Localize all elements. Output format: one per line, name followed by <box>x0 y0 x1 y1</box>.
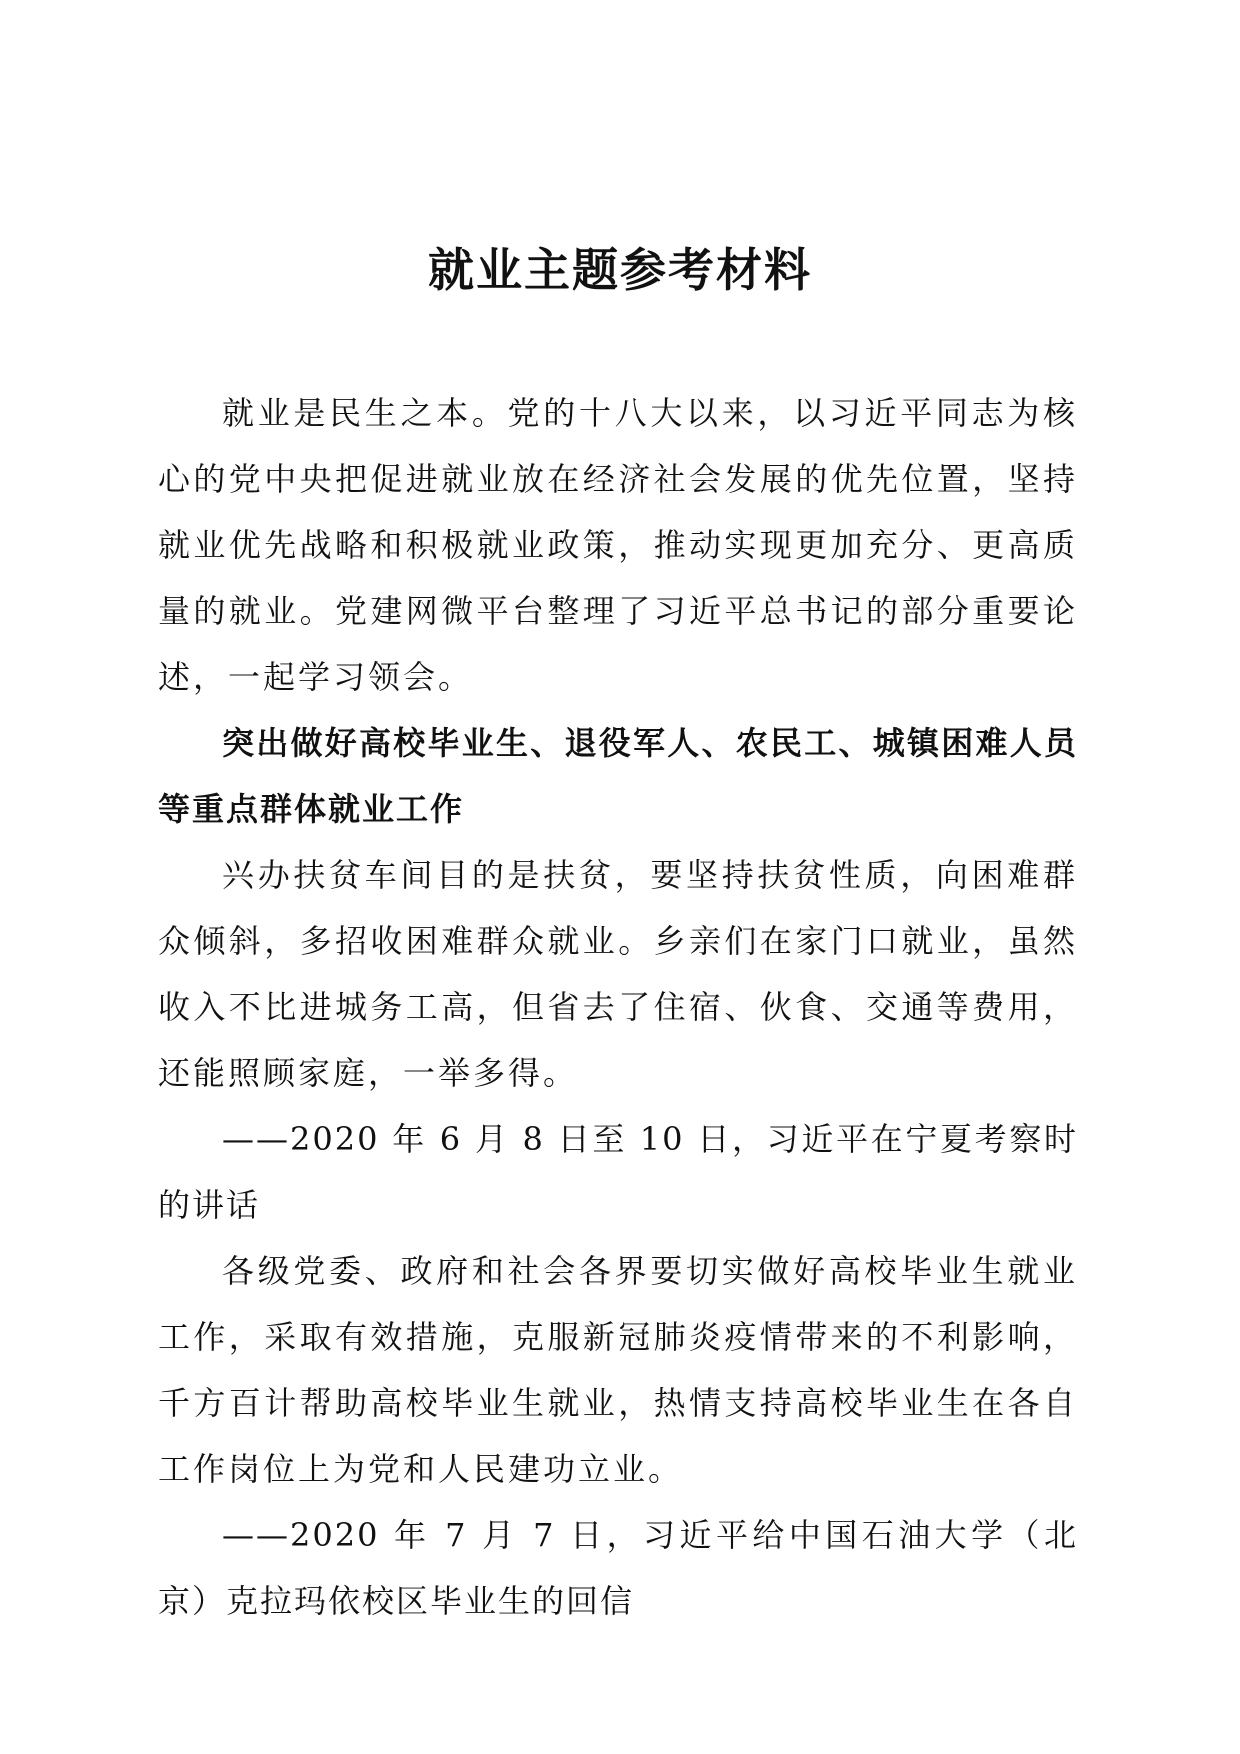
intro-paragraph: 就业是民生之本。党的十八大以来，以习近平同志为核心的党中央把促进就业放在经济社会发展的优先位置，坚持就业优先战略和积极就业政策，推动实现更加充分、更高质量的就业。党建网微平台整理了习近平总书记的部分重要论述，一起学习领会。 <box>158 394 1078 696</box>
document-title: 就业主题参考材料 <box>428 243 812 297</box>
quote-source-1: ——2020 年 6 月 8 日至 10 日，习近平在宁夏考察时的讲话 <box>158 1120 1078 1224</box>
quote-source-2: ——2020 年 7 月 7 日，习近平给中国石油大学（北京）克拉玛依校区毕业生的回信 <box>158 1516 1078 1620</box>
quote-paragraph-1: 兴办扶贫车间目的是扶贫，要坚持扶贫性质，向困难群众倾斜，多招收困难群众就业。乡亲们在家门口就业，虽然收入不比进城务工高，但省去了住宿、伙食、交通等费用，还能照顾家庭，一举多得。 <box>158 856 1078 1092</box>
section-heading: 突出做好高校毕业生、退役军人、农民工、城镇困难人员等重点群体就业工作 <box>158 724 1078 828</box>
document-body <box>158 380 1078 1634</box>
quote-paragraph-2: 各级党委、政府和社会各界要切实做好高校毕业生就业工作，采取有效措施，克服新冠肺炎疫情带来的不利影响，千方百计帮助高校毕业生就业，热情支持高校毕业生在各自工作岗位上为党和人民建功立业。 <box>158 1252 1078 1488</box>
